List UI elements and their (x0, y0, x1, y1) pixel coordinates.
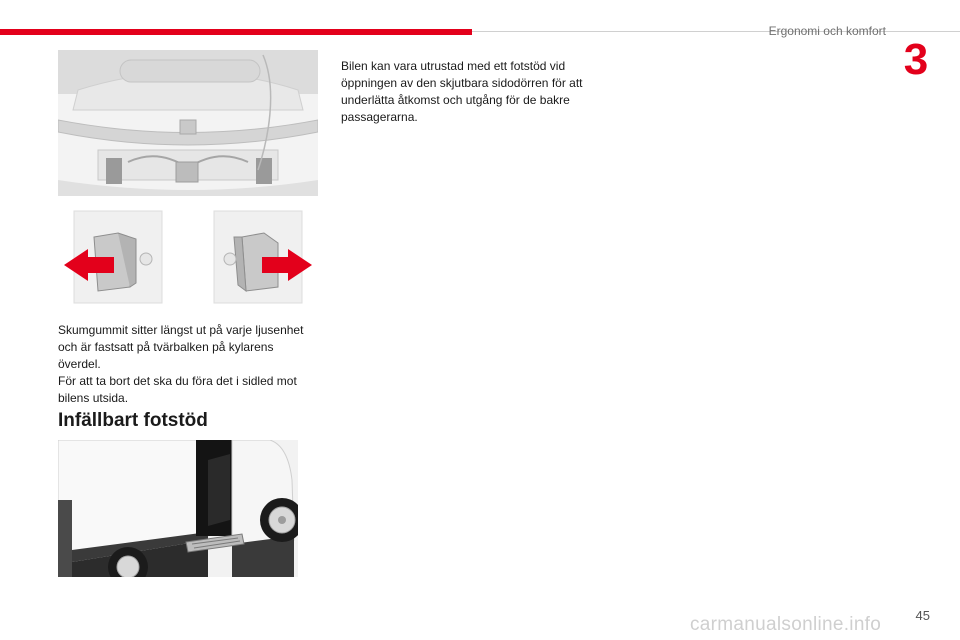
chapter-number: 3 (903, 35, 929, 84)
header-accent-bar (0, 29, 472, 35)
foam-description: Skumgummit sitter längst ut på varje ljusenhet och är fastsatt på tvärbalken på kylarens överdel. (58, 323, 304, 371)
chapter-title: Ergonomi och komfort (768, 24, 886, 38)
footstep-description: Bilen kan vara utrustad med ett fotstöd vid öppningen av den skjutbara sidodörren för att underlätta åtkomst och utgång för de bakre passagerarna. (341, 59, 583, 124)
watermark: carmanualsonline.info (690, 614, 882, 635)
foam-removal-instruction: För att ta bort det ska du föra det i sidled mot bilens utsida. (58, 374, 297, 405)
page-number: 45 (915, 608, 930, 623)
van-side-step-illustration (58, 440, 298, 577)
foam-removal-illustration (58, 207, 318, 307)
header-rule (472, 31, 960, 32)
section-heading: Infällbart fotstöd (58, 410, 208, 431)
engine-bay-illustration (58, 50, 318, 196)
